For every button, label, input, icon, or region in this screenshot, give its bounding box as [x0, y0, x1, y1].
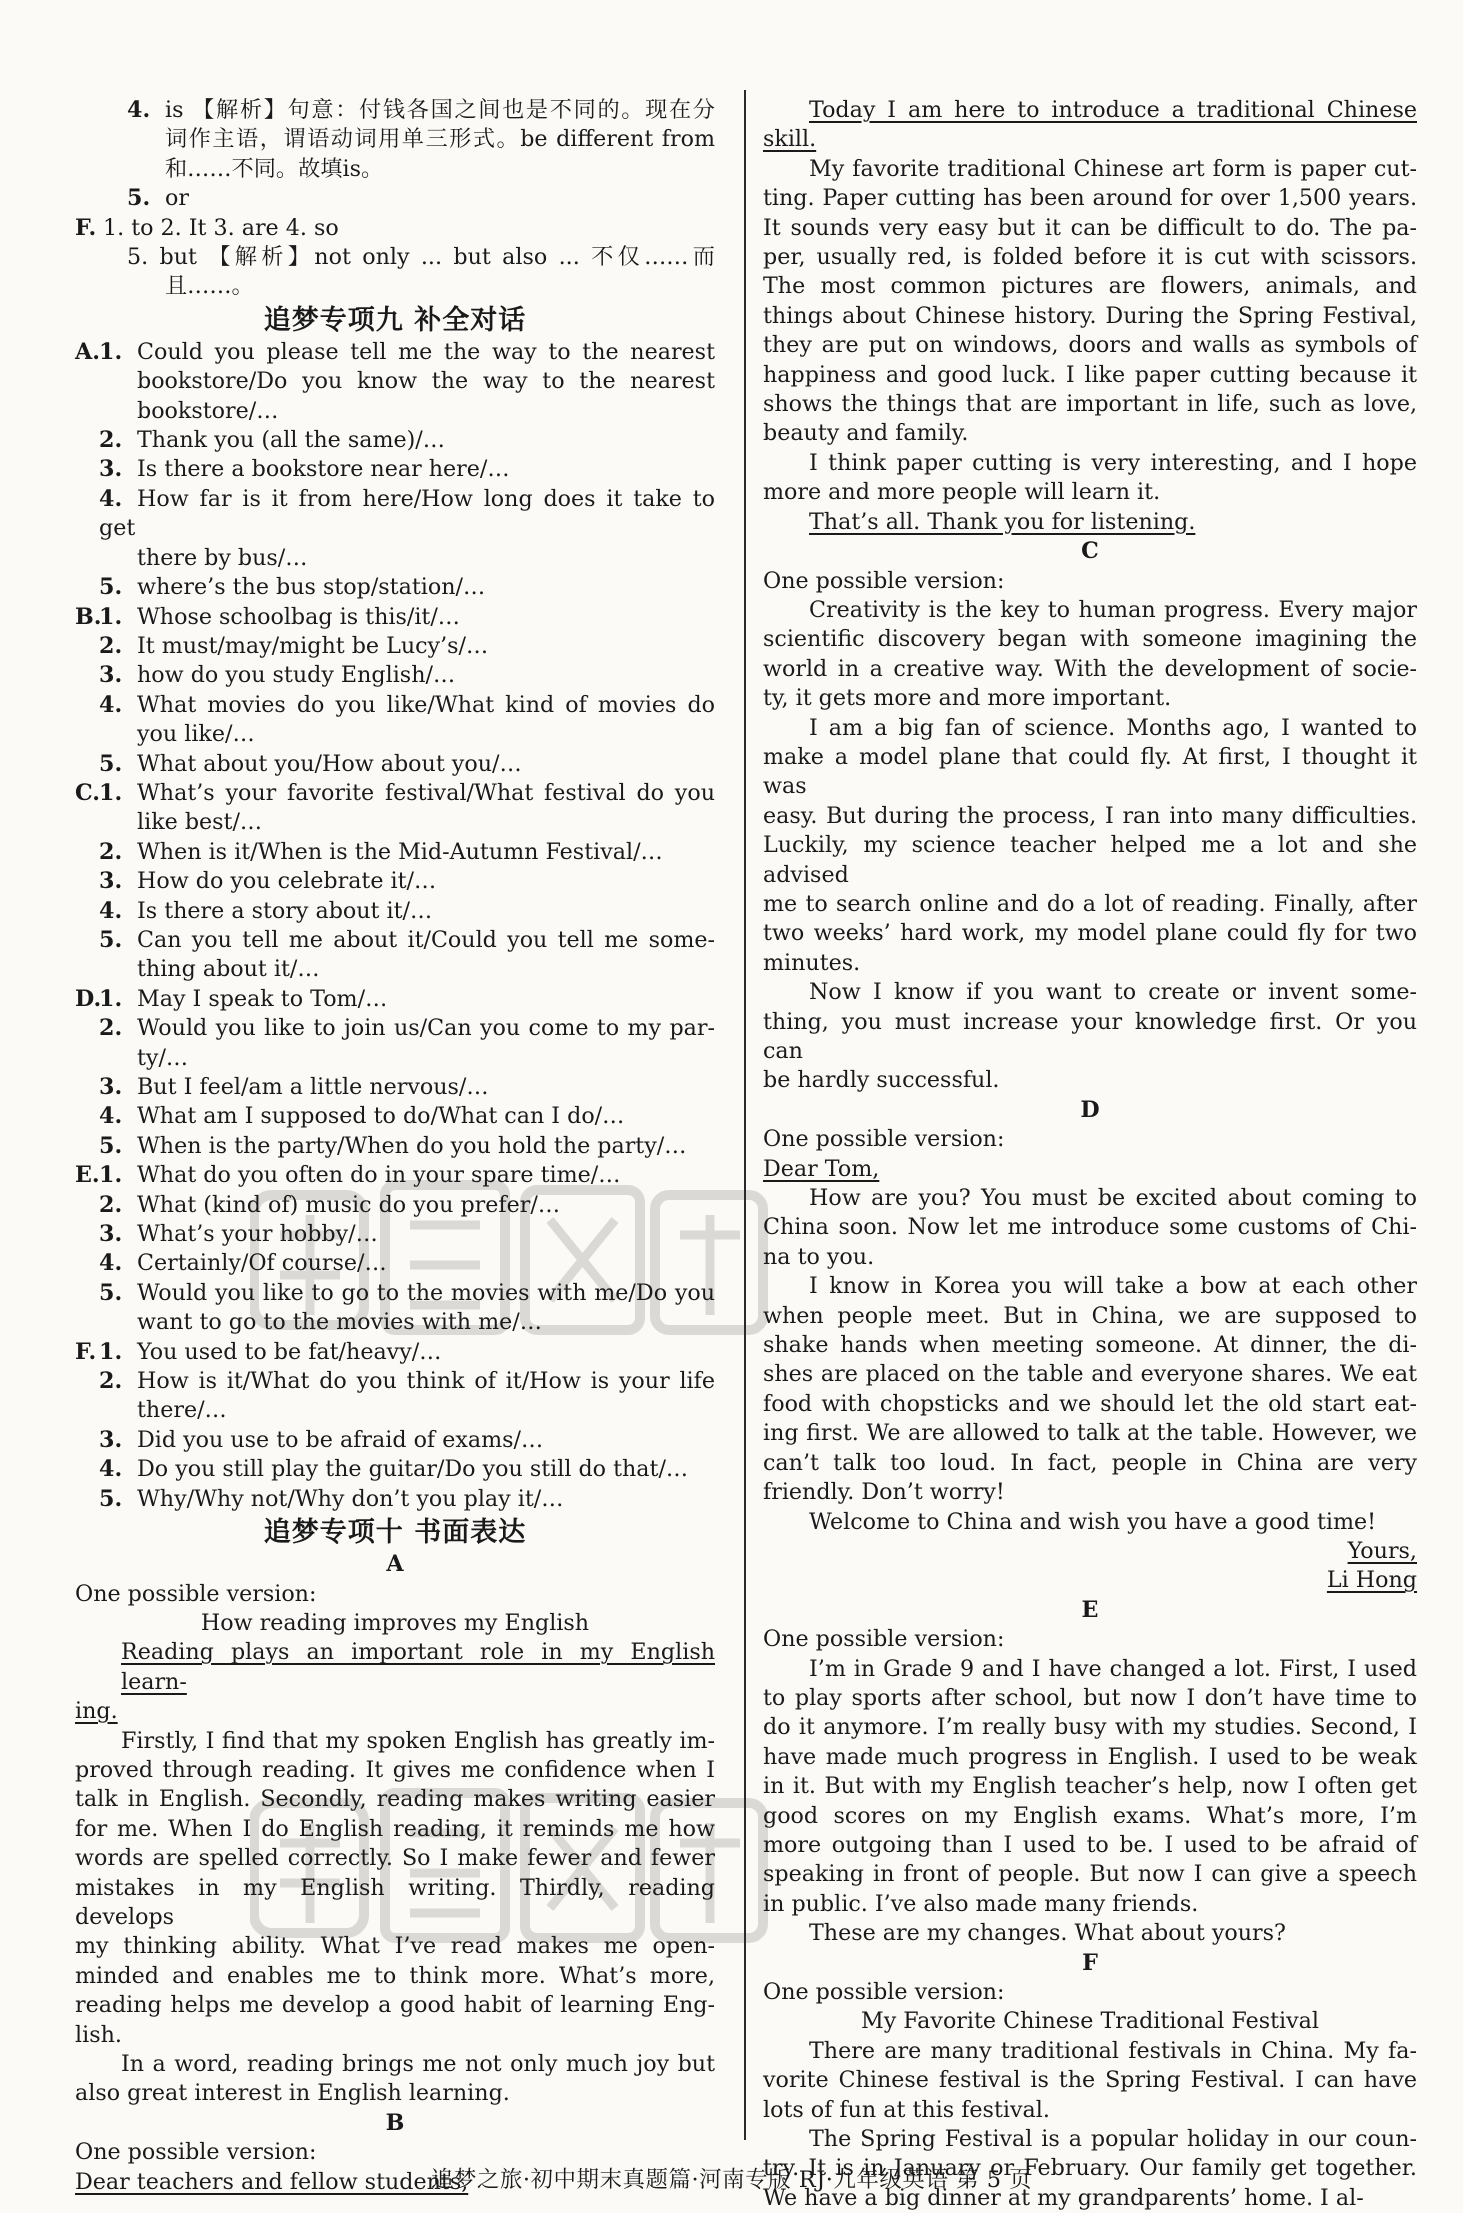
essay-a-underlined-1: Reading plays an important role in my English learn-: [121, 1639, 715, 1695]
essay-f-title: My Favorite Chinese Traditional Festival: [860, 2008, 1319, 2035]
item-text: Why/Why not/Why don’t you play it/…: [137, 1485, 564, 1512]
essay-e-intro: One possible version:: [763, 1626, 1005, 1653]
paragraph-line: my thinking ability. What I’ve read makes me open-: [75, 1933, 715, 1960]
answer-f5-line2: 且……。: [165, 273, 254, 300]
dialogue-answer-line: [75, 926, 715, 955]
dialogue-answer-line: there by bus/…: [137, 544, 308, 571]
paragraph-line: make a model plane that could fly. At first, I thought it was: [763, 743, 1417, 800]
dialogue-answer-line: [75, 573, 715, 602]
essay-c-para1: [763, 596, 1417, 714]
dialogue-answer-line: [75, 1338, 715, 1367]
essay-e-para2: These are my changes. What about yours?: [809, 1920, 1286, 1947]
paragraph-line: easy. But during the process, I ran into many difficulties.: [763, 802, 1417, 829]
item-text: Is there a bookstore near here/…: [137, 456, 510, 483]
essay-a-para1: [75, 1727, 715, 2050]
item-text: What am I supposed to do/What can I do/…: [137, 1103, 625, 1130]
item-number: 2.: [99, 427, 123, 454]
dialogue-answer-line: [75, 1220, 715, 1249]
dialogue-answer-line: [75, 1426, 715, 1455]
paragraph-line: things about Chinese history. During the Spring Festival,: [763, 302, 1417, 329]
essay-b-closing: That’s all. Thank you for listening.: [809, 508, 1196, 535]
essay-a-intro: One possible version:: [75, 1580, 317, 1607]
item-text: Whose schoolbag is this/it/…: [137, 603, 460, 630]
paragraph-line: have made much progress in English. I used to be weak: [763, 1743, 1417, 1770]
item-text: But I feel/am a little nervous/…: [137, 1074, 489, 1100]
page-footer: 追梦之旅·初中期末真题篇·河南专版 RJ·九年级英语 第 5 页: [430, 2167, 1033, 2193]
dialogue-answer-line: [75, 1279, 715, 1308]
paragraph-line: It sounds very easy but it can be difficult to do. The pa-: [763, 214, 1417, 241]
paragraph-line: good scores on my English exams. What’s more, I’m: [763, 1802, 1417, 1829]
essay-a-title: How reading improves my English: [200, 1609, 590, 1636]
paragraph-line: more outgoing than I used to be. I used to be afraid of: [763, 1831, 1417, 1858]
dialogue-answer-line: thing about it/…: [137, 956, 320, 983]
paragraph-line: vorite Chinese festival is the Spring Festival. I can have: [763, 2067, 1417, 2094]
item-text: What do you often do in your spare time/…: [137, 1162, 621, 1189]
paragraph-line: happiness and good luck. I like paper cutting because it: [763, 361, 1417, 388]
group-letter: B.: [75, 603, 102, 630]
item-text: Would you like to join us/Can you come to my par-: [137, 1015, 715, 1042]
paragraph-line: My favorite traditional Chinese art form is paper cut-: [809, 155, 1417, 182]
item-text: Would you like to go to the movies with me/Do you: [137, 1279, 715, 1306]
paragraph-line: beauty and family.: [763, 420, 969, 447]
essay-a-para2: [75, 2050, 715, 2109]
item-number: 2.: [99, 1015, 123, 1042]
dialogue-answer-line: [75, 632, 715, 661]
dialogue-answer-line: [75, 867, 715, 896]
paragraph-line: also great interest in English learning.: [75, 2080, 510, 2107]
paragraph-line: shows the things that are important in life, such as love,: [763, 391, 1417, 418]
paragraph-line: two weeks’ hard work, my model plane could fly for two: [763, 920, 1417, 947]
item-number: 4.: [99, 897, 123, 924]
paragraph-line: proved through reading. It gives me confidence when I: [75, 1756, 715, 1783]
paragraph-line: world in a creative way. With the development of socie-: [763, 655, 1417, 682]
dialogue-answer-line: [75, 1367, 715, 1396]
dialogue-answer-line: [75, 691, 715, 720]
essay-f-letter: F: [1082, 1949, 1098, 1976]
paragraph-line: try. It is in January or February. Our family get together.: [763, 2155, 1417, 2182]
answer-f5-line1: 5. but 【解析】not only ... but also ... 不仅……而: [127, 244, 715, 271]
paragraph-line: na to you.: [763, 1243, 875, 1270]
item-text: where’s the bus stop/station/…: [137, 574, 486, 601]
item-number: 5.: [99, 1132, 123, 1159]
item-number: 4.: [99, 1456, 123, 1483]
paragraph-line: talk in English. Secondly, reading makes writing easier: [75, 1786, 715, 1813]
paragraph-line: more and more people will learn it.: [763, 479, 1161, 506]
dialogue-answer-line: [75, 779, 715, 808]
item-number: 5.: [99, 1279, 123, 1306]
item-text: how do you study English/…: [137, 662, 456, 689]
paragraph-line: food with chopsticks and we should let the old start eat-: [763, 1390, 1417, 1417]
dialogue-answer-line: [75, 1161, 715, 1190]
paragraph-line: for me. When I do English reading, it reminds me how: [75, 1815, 715, 1842]
dialogue-answer-line: [75, 1485, 715, 1514]
paragraph-line: shes are placed on the table and everyone shares. We eat: [763, 1361, 1417, 1388]
item-number: 1.: [99, 1162, 123, 1189]
item-text: Certainly/Of course/…: [137, 1250, 387, 1277]
paragraph-line: when people meet. But in China, we are supposed to: [763, 1302, 1417, 1329]
item-text: What’s your hobby/…: [137, 1221, 378, 1248]
item-number: 2.: [99, 838, 123, 865]
paragraph-line: ty, it gets more and more important.: [763, 685, 1172, 712]
item-number: 2.: [99, 1191, 123, 1218]
dialogue-answer-line: [75, 897, 715, 926]
paragraph-line: lots of fun at this festival.: [763, 2096, 1050, 2123]
essay-c-para2: [763, 714, 1417, 979]
essay-b-para1: [763, 155, 1417, 449]
essay-b-underlined-1: Today I am here to introduce a traditional Chinese: [809, 97, 1417, 123]
dialogue-answer-line: you like/…: [137, 721, 255, 748]
paragraph-line: lish.: [75, 2021, 122, 2048]
dialogue-answer-line: like best/…: [137, 809, 263, 836]
paragraph-line: minded and enables me to think more. What’s more,: [75, 1962, 715, 1989]
answer-e4-line2: 词作主语，谓语动词用单三形式。be different from: [165, 126, 715, 153]
paragraph-line: We have a big dinner at my grandparents’ home. I al-: [763, 2184, 1364, 2211]
item-number: 5.: [99, 750, 123, 777]
group-letter: E.: [75, 1162, 100, 1189]
dialogue-answer-line: [75, 985, 715, 1014]
item-number: 1.: [99, 603, 123, 630]
answer-e4-line3: 和……不同。故填is。: [165, 155, 384, 182]
item-number: 4.: [99, 485, 123, 512]
item-text: Can you tell me about it/Could you tell me some-: [137, 926, 715, 953]
right-column: [763, 96, 1417, 2213]
paragraph-line: There are many traditional festivals in China. My fa-: [809, 2037, 1417, 2064]
essay-f-para1: [763, 2037, 1417, 2125]
item-text: What about you/How about you/…: [137, 750, 522, 777]
item-number: 3.: [99, 1221, 123, 1248]
paragraph-line: Firstly, I find that my spoken English has greatly im-: [121, 1727, 715, 1754]
item-number: 1.: [99, 338, 123, 365]
item-text: When is the party/When do you hold the party/…: [137, 1132, 687, 1159]
paragraph-line: The Spring Festival is a popular holiday in our coun-: [809, 2126, 1417, 2153]
item-text: Did you use to be afraid of exams/…: [137, 1426, 544, 1453]
item-number: 4.: [99, 1103, 123, 1130]
paragraph-line: friendly. Don’t worry!: [763, 1479, 1005, 1506]
item-text: May I speak to Tom/…: [137, 985, 388, 1012]
item-number: 4.: [99, 691, 123, 718]
essay-c-letter: C: [1081, 538, 1099, 565]
dialogue-answer-line: [75, 485, 715, 544]
paragraph-line: I think paper cutting is very interesting, and I hope: [809, 449, 1417, 476]
dialogue-answer-line: [75, 1455, 715, 1484]
item-text: Thank you (all the same)/…: [137, 427, 445, 454]
answer-f-row: F. 1. to 2. It 3. are 4. so: [75, 214, 339, 241]
group-letter: F.: [75, 1338, 97, 1365]
group-letter: A.: [75, 338, 100, 365]
item-number: 3.: [99, 1074, 123, 1100]
paragraph-line: China soon. Now let me introduce some customs of Chi-: [763, 1214, 1417, 1241]
dialogue-answer-line: there/…: [137, 1397, 227, 1424]
item-number: 5.: [99, 926, 123, 953]
paragraph-line: to play sports after school, but now I don’t have time to: [763, 1684, 1417, 1711]
dialogue-answer-line: [75, 661, 715, 690]
dialogue-answer-line: [75, 1014, 715, 1043]
paragraph-line: scientific discovery began with someone imagining the: [763, 626, 1417, 653]
item-text: It must/may/might be Lucy’s/…: [137, 632, 489, 659]
paragraph-line: they are put on windows, doors and walls as symbols of: [763, 332, 1417, 359]
dialogue-answer-line: [75, 455, 715, 484]
dialogue-answer-line: [75, 1132, 715, 1161]
item-number: 5.: [99, 574, 123, 601]
dialogue-answer-line: [75, 1073, 715, 1102]
item-number: 4.: [99, 1250, 123, 1277]
paragraph-line: mistakes in my English writing. Thirdly, reading develops: [75, 1874, 715, 1930]
paragraph-line: thing, you must increase your knowledge first. Or you can: [763, 1008, 1417, 1064]
item-text: When is it/When is the Mid-Autumn Festival/…: [137, 838, 663, 865]
paragraph-line: speaking in front of people. But now I can give a speech: [763, 1861, 1417, 1888]
paragraph-line: The most common pictures are flowers, animals, and: [763, 273, 1417, 300]
item-number: 3.: [99, 662, 123, 689]
essay-c-para3: [763, 978, 1417, 1096]
dialogue-answer-line: [75, 838, 715, 867]
essay-b-salutation: Dear teachers and fellow students,: [75, 2168, 469, 2195]
item-number: 1.: [99, 1338, 123, 1365]
essay-d-salutation: Dear Tom,: [763, 1155, 880, 1182]
paragraph-line: do it anymore. I’m really busy with my studies. Second, I: [763, 1714, 1417, 1741]
section10-title: 追梦专项十 书面表达: [263, 1517, 527, 1549]
essay-d-signer: Li Hong: [1326, 1567, 1417, 1594]
paragraph-line: ing first. We are allowed to talk at the table. However, we: [763, 1420, 1417, 1447]
item-text: Is there a story about it/…: [137, 897, 433, 924]
left-column: [75, 96, 715, 2197]
item-number: 3.: [99, 1426, 123, 1453]
essay-b-letter: B: [385, 2109, 405, 2136]
item-text: How is it/What do you think of it/How is your life: [137, 1368, 715, 1395]
paragraph-line: minutes.: [763, 949, 861, 976]
dialogue-answer-line: want to go to the movies with me/…: [137, 1309, 542, 1336]
dialogue-answer-line: [75, 750, 715, 779]
essay-b-underlined-2: skill.: [763, 126, 817, 153]
essay-d-intro: One possible version:: [763, 1126, 1005, 1153]
dialogue-answer-line: [75, 426, 715, 455]
dialogue-answer-line: [75, 603, 715, 632]
item-text: How far is it from here/How long does it take to get: [99, 485, 715, 542]
paragraph-line: I know in Korea you will take a bow at each other: [809, 1273, 1417, 1300]
dialogue-answer-line: bookstore/Do you know the way to the nearest: [137, 368, 715, 395]
answer-e4-line1: 4. is 【解析】句意：付钱各国之间也是不同的。现在分: [127, 97, 715, 123]
paragraph-line: me to search online and do a lot of reading. Finally, after: [763, 890, 1417, 917]
section9-groups: [75, 338, 715, 1514]
paragraph-line: In a word, reading brings me not only much joy but: [121, 2051, 715, 2077]
essay-f-intro: One possible version:: [763, 1979, 1005, 2005]
essay-a-letter: A: [386, 1551, 404, 1578]
column-divider: [744, 90, 746, 2140]
essay-d-signoff: Yours,: [1347, 1537, 1417, 1564]
item-text: Do you still play the guitar/Do you still do that/…: [137, 1456, 689, 1483]
dialogue-answer-line: [75, 1102, 715, 1131]
essay-d-para2: [763, 1272, 1417, 1507]
paragraph-line: in it. But with my English teacher’s help, now I often get: [763, 1773, 1417, 1800]
paragraph-line: I am a big fan of science. Months ago, I wanted to: [809, 714, 1417, 741]
essay-b-intro: One possible version:: [75, 2139, 317, 2166]
item-text: You used to be fat/heavy/…: [137, 1338, 442, 1365]
item-number: 3.: [99, 456, 123, 483]
paragraph-line: Creativity is the key to human progress. Every major: [809, 596, 1417, 623]
paragraph-line: be hardly successful.: [763, 1067, 1000, 1094]
section9-title: 追梦专项九 补全对话: [263, 304, 527, 336]
group-letter: C.: [75, 779, 100, 806]
paragraph-line: I’m in Grade 9 and I have changed a lot. First, I used: [809, 1655, 1417, 1682]
essay-d-letter: D: [1080, 1096, 1100, 1123]
item-number: 2.: [99, 632, 123, 659]
answer-e5: 5. or: [127, 185, 189, 212]
essay-e-para1: [763, 1655, 1417, 1920]
item-number: 1.: [99, 985, 123, 1012]
paragraph-line: How are you? You must be excited about coming to: [809, 1185, 1417, 1212]
item-text: What movies do you like/What kind of movies do: [137, 691, 715, 718]
paragraph-line: per, usually red, is folded before it is cut with scissors.: [763, 244, 1417, 271]
dialogue-answer-line: ty/…: [137, 1044, 189, 1071]
item-text: What (kind of) music do you prefer/…: [137, 1191, 561, 1218]
item-number: 1.: [99, 779, 123, 806]
item-text: How do you celebrate it/…: [137, 868, 437, 895]
dialogue-answer-line: bookstore/…: [137, 397, 279, 424]
item-number: 2.: [99, 1368, 123, 1395]
item-text: What’s your favorite festival/What festival do you: [137, 779, 715, 806]
paragraph-line: in public. I’ve also made many friends.: [763, 1890, 1199, 1917]
essay-d-para1: [763, 1184, 1417, 1272]
paragraph-line: can’t talk too loud. In fact, people in China are very: [763, 1449, 1417, 1476]
essay-b-para2: [763, 449, 1417, 508]
essay-a-underlined-2: ing.: [75, 1698, 118, 1725]
paragraph-line: shake hands when meeting someone. At dinner, the di-: [763, 1332, 1417, 1359]
group-letter: D.: [75, 985, 102, 1012]
essay-e-letter: E: [1081, 1596, 1099, 1623]
paragraph-line: Luckily, my science teacher helped me a lot and she advised: [763, 832, 1417, 888]
dialogue-answer-line: [75, 338, 715, 367]
paragraph-line: reading helps me develop a good habit of learning Eng-: [75, 1992, 715, 2019]
paragraph-line: ting. Paper cutting has been around for over 1,500 years.: [763, 185, 1417, 212]
dialogue-answer-line: [75, 1191, 715, 1220]
essay-d-para3: Welcome to China and wish you have a good time!: [809, 1508, 1377, 1535]
item-text: Could you please tell me the way to the nearest: [137, 338, 715, 365]
dialogue-answer-line: [75, 1249, 715, 1278]
paragraph-line: words are spelled correctly. So I make fewer and fewer: [75, 1845, 715, 1872]
essay-c-intro: One possible version:: [763, 567, 1005, 594]
paragraph-line: Now I know if you want to create or invent some-: [809, 979, 1417, 1006]
item-number: 5.: [99, 1485, 123, 1512]
item-number: 3.: [99, 868, 123, 895]
